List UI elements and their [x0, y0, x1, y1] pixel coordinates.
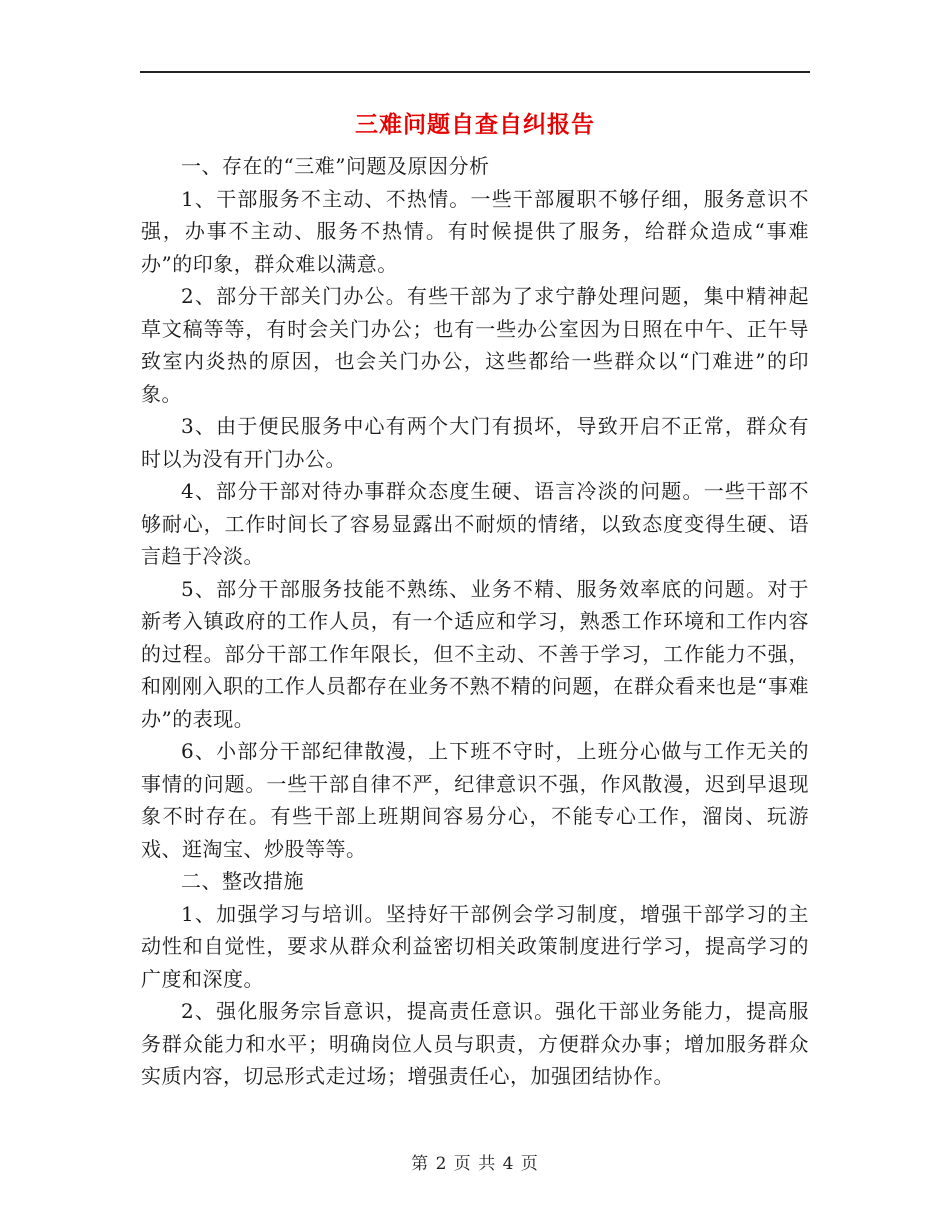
document-body	[141, 150, 809, 1093]
section-heading-measures: 二、整改措施	[181, 869, 304, 893]
paragraph-measure-2: 2、强化服务宗旨意识，提高责任意识。强化干部业务能力，提高服务群众能力和水平；明确岗位人员与职责，方便群众办事；增加服务群众实质内容，切忌形式走过场；增强责任心，加强团结协作。	[141, 999, 809, 1088]
page-footer: 第 2 页 共 4 页	[411, 1154, 539, 1174]
paragraph-problem-5: 5、部分干部服务技能不熟练、业务不精、服务效率底的问题。对于新考入镇政府的工作人员，有一个适应和学习，熟悉工作环境和工作内容的过程。部分干部工作年限长，但不主动、不善于学习，工作能力不强，和刚刚入职的工作人员都存在业务不熟不精的问题，在群众看来也是“事难办”的表现。	[141, 576, 809, 731]
paragraph-problem-6: 6、小部分干部纪律散漫，上下班不守时，上班分心做与工作无关的事情的问题。一些干部自律不严，纪律意识不强，作风散漫，迟到早退现象不时存在。有些干部上班期间容易分心，不能专心工作，溜岗、玩游戏、逛淘宝、炒股等等。	[141, 739, 809, 861]
section-heading-problems: 一、存在的“三难”问题及原因分析	[181, 154, 490, 178]
document-title: 三难问题自查自纠报告	[355, 111, 595, 138]
paragraph-measure-1: 1、加强学习与培训。坚持好干部例会学习制度，增强干部学习的主动性和自觉性，要求从群众利益密切相关政策制度进行学习，提高学习的广度和深度。	[141, 901, 809, 991]
header-rule	[140, 71, 810, 73]
paragraph-problem-2: 2、部分干部关门办公。有些干部为了求宁静处理问题，集中精神起草文稿等等，有时会关门办公；也有一些办公室因为日照在中午、正午导致室内炎热的原因，也会关门办公，这些都给一些群众以“门难进”的印象。	[141, 284, 809, 406]
paragraph-problem-3: 3、由于便民服务中心有两个大门有损坏，导致开启不正常，群众有时以为没有开门办公。	[141, 414, 809, 471]
paragraph-problem-1: 1、干部服务不主动、不热情。一些干部履职不够仔细，服务意识不强，办事不主动、服务不热情。有时候提供了服务，给群众造成“事难办”的印象，群众难以满意。	[141, 186, 809, 276]
paragraph-problem-4: 4、部分干部对待办事群众态度生硬、语言冷淡的问题。一些干部不够耐心，工作时间长了容易显露出不耐烦的情绪，以致态度变得生硬、语言趋于冷淡。	[141, 479, 809, 568]
